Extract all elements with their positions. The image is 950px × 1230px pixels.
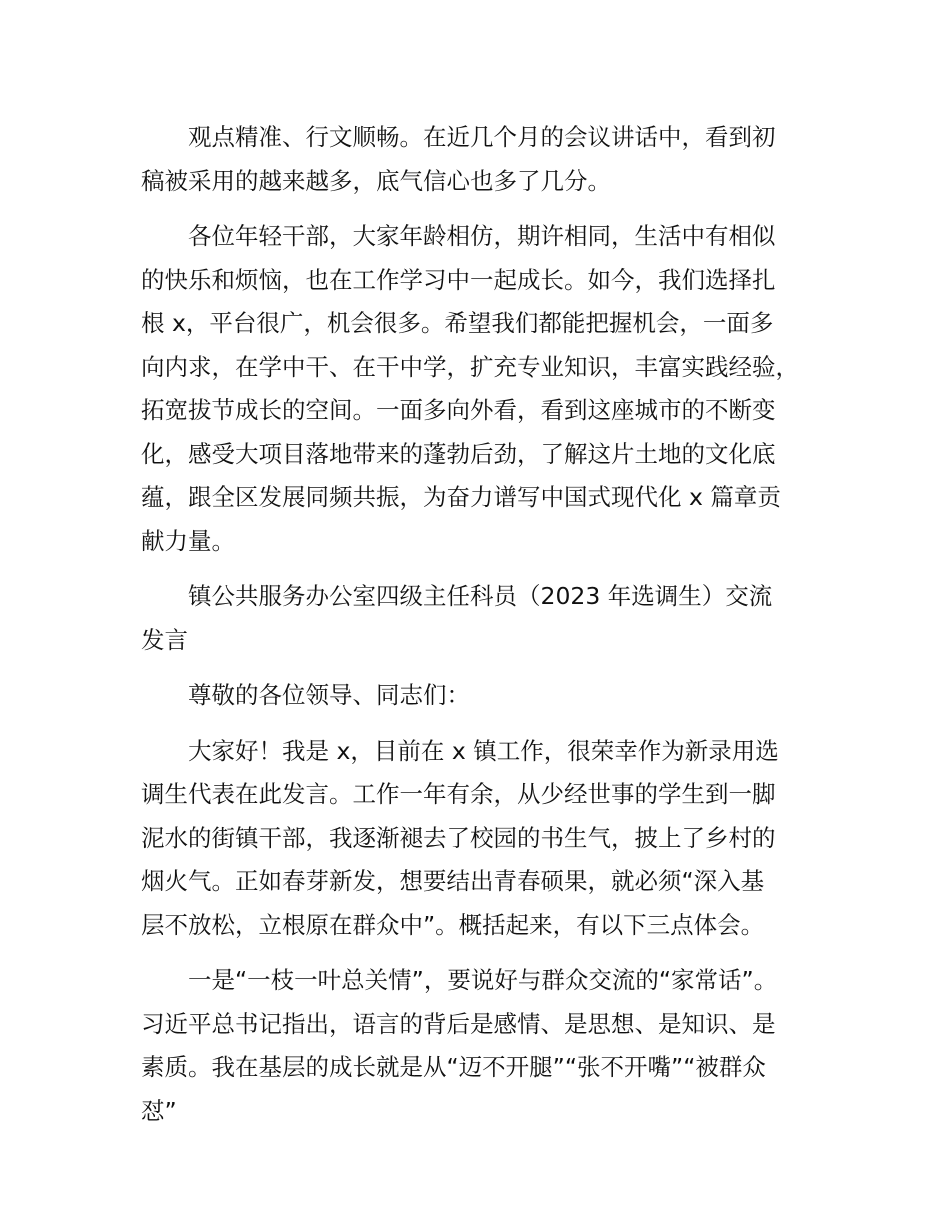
- text-line: 调生代表在此发言。工作一年有余，从少经世事的学生到一脚: [141, 780, 776, 808]
- text-line: 层不放松，立根原在群众中”。概括起来，有以下三点体会。: [141, 910, 765, 939]
- text-line: 观点精准、行文顺畅。在近几个月的会议讲话中，看到初: [188, 123, 776, 151]
- paragraph-4-salutation: [141, 674, 833, 718]
- text-line: 素质。我在基层的成长就是从“迈不开腿”“张不开嘴”“被群众: [141, 1053, 766, 1081]
- text-line: 的快乐和烦恼，也在工作学习中一起成长。如今，我们选择扎: [141, 265, 776, 294]
- text-line: 稿被采用的越来越多，底气信心也多了几分。: [141, 166, 611, 195]
- paragraph-2: [141, 215, 833, 563]
- paragraph-1: [141, 116, 833, 203]
- text-line: 习近平总书记指出，语言的背后是感情、是思想、是知识、是: [141, 1009, 776, 1038]
- text-line: 泥水的街镇干部，我逐渐褪去了校园的书生气，披上了乡村的: [141, 823, 776, 852]
- text-line: 献力量。: [141, 526, 235, 555]
- text-line: 拓宽拔节成长的空间。一面多向外看，看到这座城市的不断变: [141, 396, 776, 424]
- text-line: 根 x，平台很广，机会很多。希望我们都能把握机会，一面多: [141, 309, 774, 337]
- text-line: 蕴，跟全区发展同频共振，为奋力谱写中国式现代化 x 篇章贡: [141, 483, 781, 511]
- text-line: 烟火气。正如春芽新发，想要结出青春硕果，就必须“深入基: [141, 867, 765, 895]
- text-line: 一是“一枝一叶总关情”，要说好与群众交流的“家常话”。: [188, 966, 778, 994]
- text-line: 镇公共服务办公室四级主任科员（2023 年选调生）交流: [188, 582, 773, 610]
- document-body: [141, 116, 833, 1145]
- text-line: 发言: [141, 625, 188, 654]
- paragraph-5: [141, 730, 833, 948]
- text-line: 怼”: [141, 1096, 177, 1125]
- paragraph-3-speaker-title: [141, 575, 833, 662]
- text-line: 向内求，在学中干、在干中学，扩充专业知识，丰富实践经验，: [141, 352, 799, 381]
- text-line: 化，感受大项目落地带来的蓬勃后劲，了解这片土地的文化底: [141, 439, 776, 468]
- text-line: 大家好！我是 x，目前在 x 镇工作，很荣幸作为新录用选: [188, 736, 779, 765]
- paragraph-6: [141, 959, 833, 1133]
- text-line: 尊敬的各位领导、同志们：: [188, 681, 470, 709]
- text-line: 各位年轻干部，大家年龄相仿，期许相同，生活中有相似: [188, 222, 776, 250]
